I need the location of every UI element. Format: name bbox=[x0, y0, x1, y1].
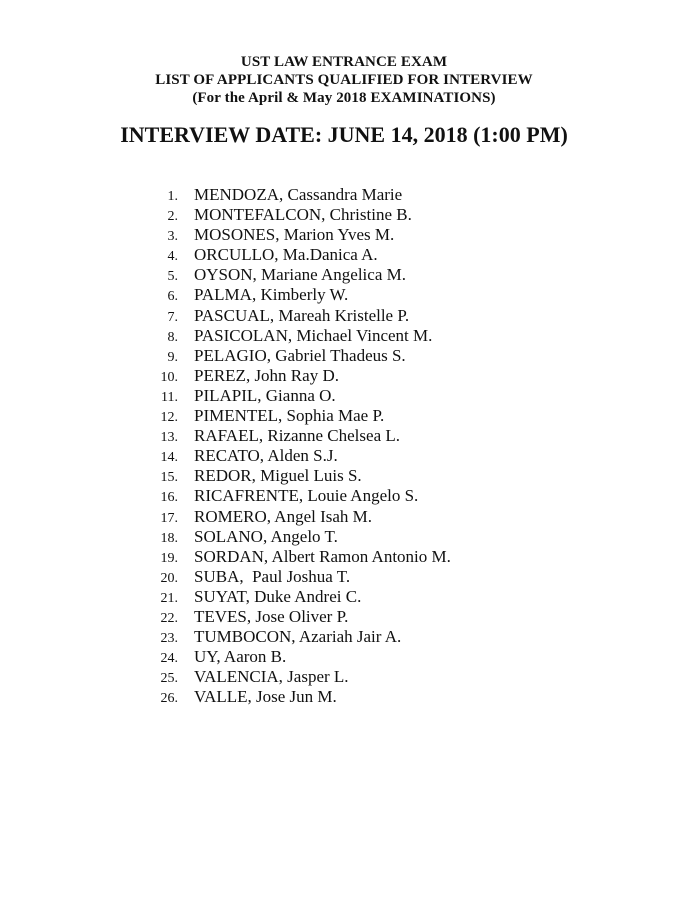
applicant-number: 15. bbox=[160, 470, 178, 486]
applicant-name: VALENCIA, Jasper L. bbox=[194, 667, 349, 687]
applicant-row bbox=[0, 547, 600, 567]
applicant-row bbox=[0, 386, 600, 406]
applicant-number: 23. bbox=[160, 631, 178, 647]
applicant-number: 2. bbox=[167, 209, 178, 225]
applicant-number: 21. bbox=[160, 590, 178, 606]
applicant-row bbox=[0, 446, 600, 466]
applicant-row bbox=[0, 225, 600, 245]
applicant-row bbox=[0, 567, 600, 587]
applicant-name: RECATO, Alden S.J. bbox=[194, 446, 338, 466]
applicant-number: 17. bbox=[160, 510, 178, 526]
applicant-name: MENDOZA, Cassandra Marie bbox=[194, 185, 403, 204]
applicant-name: ROMERO, Angel Isah M. bbox=[194, 506, 373, 526]
applicant-list bbox=[0, 185, 600, 707]
header-exam-period: (For the April & May 2018 EXAMINATIONS) bbox=[192, 90, 496, 106]
applicant-number: 22. bbox=[160, 610, 178, 626]
applicant-name: PELAGIO, Gabriel Thadeus S. bbox=[194, 345, 406, 365]
applicant-name: MOSONES, Marion Yves M. bbox=[194, 225, 395, 245]
applicant-row bbox=[0, 687, 600, 707]
applicant-number: 25. bbox=[160, 671, 178, 687]
applicant-row bbox=[0, 205, 600, 225]
applicant-number: 26. bbox=[160, 691, 178, 707]
applicant-number: 3. bbox=[167, 229, 178, 245]
applicant-name: SUYAT, Duke Andrei C. bbox=[194, 586, 362, 606]
applicant-row bbox=[0, 245, 600, 265]
applicant-name: RAFAEL, Rizanne Chelsea L. bbox=[194, 426, 401, 446]
applicant-number: 24. bbox=[160, 651, 178, 667]
applicant-name: SUBA, Paul Joshua T. bbox=[194, 566, 351, 586]
applicant-number: 13. bbox=[160, 430, 178, 446]
applicant-name: OYSON, Mariane Angelica M. bbox=[194, 265, 406, 285]
applicant-number: 1. bbox=[167, 189, 178, 204]
applicant-number: 16. bbox=[160, 490, 178, 506]
applicant-name: ORCULLO, Ma.Danica A. bbox=[194, 245, 378, 265]
applicant-name: VALLE, Jose Jun M. bbox=[194, 687, 337, 707]
applicant-number: 5. bbox=[167, 269, 178, 285]
document-header bbox=[0, 53, 688, 107]
applicant-number: 7. bbox=[167, 309, 178, 325]
applicant-name: PILAPIL, Gianna O. bbox=[194, 385, 336, 405]
applicant-number: 8. bbox=[167, 329, 178, 345]
applicant-number: 12. bbox=[160, 410, 178, 426]
applicant-name: SOLANO, Angelo T. bbox=[194, 526, 338, 546]
applicant-row bbox=[0, 527, 600, 547]
applicant-name: RICAFRENTE, Louie Angelo S. bbox=[194, 486, 419, 506]
applicant-row bbox=[0, 185, 600, 205]
applicant-row bbox=[0, 627, 600, 647]
applicant-row bbox=[0, 406, 600, 426]
applicant-row bbox=[0, 647, 600, 667]
applicant-number: 20. bbox=[160, 570, 178, 586]
applicant-name: PASICOLAN, Michael Vincent M. bbox=[194, 325, 433, 345]
applicant-name: PALMA, Kimberly W. bbox=[194, 285, 349, 305]
applicant-row bbox=[0, 366, 600, 386]
applicant-row bbox=[0, 486, 600, 506]
header-list-title: LIST OF APPLICANTS QUALIFIED FOR INTERVIEW bbox=[155, 72, 533, 88]
applicant-name: SORDAN, Albert Ramon Antonio M. bbox=[194, 546, 451, 566]
applicant-number: 6. bbox=[167, 289, 178, 305]
applicant-row bbox=[0, 326, 600, 346]
header-exam-title: UST LAW ENTRANCE EXAM bbox=[240, 54, 448, 70]
applicant-number: 11. bbox=[161, 389, 178, 405]
applicant-name: PIMENTEL, Sophia Mae P. bbox=[194, 406, 385, 426]
applicant-row bbox=[0, 285, 600, 305]
applicant-row bbox=[0, 587, 600, 607]
applicant-name: UY, Aaron B. bbox=[194, 647, 287, 667]
applicant-row bbox=[0, 426, 600, 446]
applicant-name: TUMBOCON, Azariah Jair A. bbox=[194, 627, 402, 647]
applicant-number: 18. bbox=[160, 530, 178, 546]
applicant-number: 4. bbox=[167, 249, 178, 265]
applicant-row bbox=[0, 306, 600, 326]
applicant-name: TEVES, Jose Oliver P. bbox=[194, 606, 349, 626]
applicant-number: 19. bbox=[160, 550, 178, 566]
applicant-number: 14. bbox=[160, 450, 178, 466]
applicant-row bbox=[0, 507, 600, 527]
applicant-number: 10. bbox=[160, 369, 178, 385]
applicant-name: PEREZ, John Ray D. bbox=[194, 365, 339, 385]
applicant-row bbox=[0, 265, 600, 285]
applicant-row bbox=[0, 667, 600, 687]
applicant-name: MONTEFALCON, Christine B. bbox=[194, 205, 412, 225]
applicant-name: PASCUAL, Mareah Kristelle P. bbox=[194, 305, 410, 325]
interview-date-heading: INTERVIEW DATE: JUNE 14, 2018 (1:00 PM) bbox=[120, 122, 568, 147]
applicant-row bbox=[0, 607, 600, 627]
applicant-row bbox=[0, 466, 600, 486]
applicant-row bbox=[0, 346, 600, 366]
applicant-name: REDOR, Miguel Luis S. bbox=[194, 466, 362, 486]
applicant-number: 9. bbox=[167, 349, 178, 365]
